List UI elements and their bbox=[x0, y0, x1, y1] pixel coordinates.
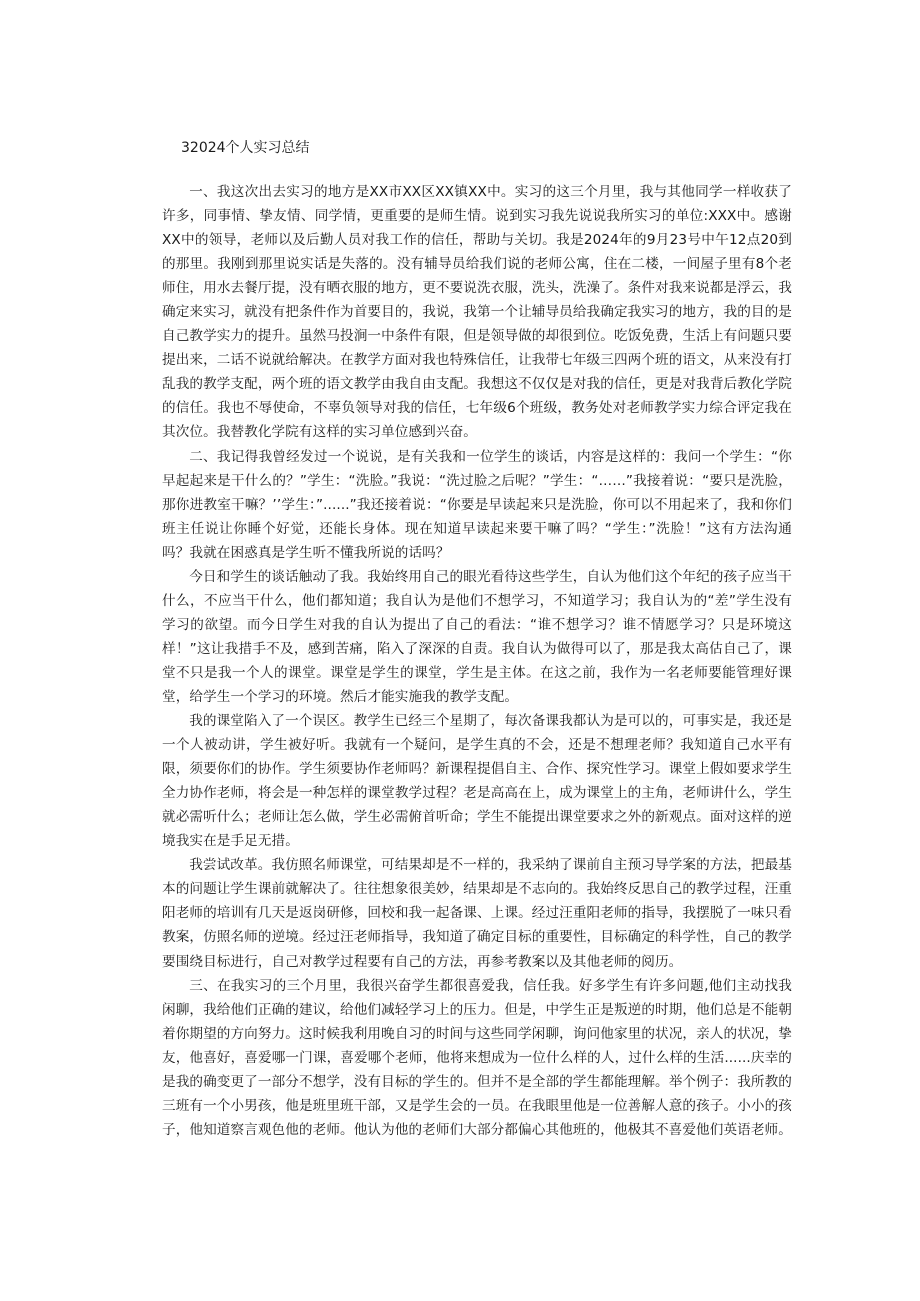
paragraph: 二、我记得我曾经发过一个说说，是有关我和一位学生的谈话，内容是这样的：我问一个学生：“你早起起来是干什么的？”学生：“洗脸。”我说：“洗过脸之后呢？”学生：“……”我接着说：“要只是洗脸，那你进教室干嘛？’’学生：”......”我还接着说：“你要是早读起来只是洗脸，你可以不用起来了，我和你们班主任说让你睡个好觉，还能长身体。现在知道早读起来要干嘛了吗？“学生：”洗脸！”这有方法沟通吗？我就在困惑真是学生听不懂我所说的话吗？ bbox=[162, 448, 792, 561]
paragraph: 我尝试改革。我仿照名师课堂，可结果却是不一样的，我采纳了课前自主预习导学案的方法，把最基本的问题让学生课前就解决了。往往想象很美妙，结果却是不志向的。我始终反思自己的教学过程，汪重阳老师的培训有几天是返岗研修，回校和我一起备课、上课。经过汪重阳老师的指导，我摆脱了一味只看教案，仿照名师的逆境。经过汪老师指导，我知道了确定目标的重要性，目标确定的科学性，自己的教学要围绕目标进行，自己对教学过程要有自己的方法，再参考教案以及其他老师的阅历。 bbox=[162, 857, 792, 970]
paragraph: 一、我这次出去实习的地方是XX市XX区XX镇XX中。实习的这三个月里，我与其他同学一样收获了许多，同事情、挚友情、同学情，更重要的是师生情。说到实习我先说说我所实习的单位:XXX中。感谢XX中的领导，老师以及后勤人员对我工作的信任，帮助与关切。我是2024年的9月23号中午12点20到的那里。我刚到那里说实话是失落的。没有辅导员给我们说的老师公寓，住在二楼，一间屋子里有8个老师住，用水去餐厅提，没有晒衣服的地方，更不要说洗衣服，洗头，洗澡了。条件对我来说都是浮云，我确定来实习，就没有把条件作为首要目的，我说，我第一个让辅导员给我确定我实习的地方，我的目的是自己教学实力的提升。虽然马投涧一中条件有限，但是领导做的却很到位。吃饭免费，生活上有问题只要提出来，二话不说就给解决。在教学方面对我也特殊信任，让我带七年级三四两个班的语文，从来没有打乱我的教学支配，两个班的语文教学由我自由支配。我想这不仅仅是对我的信任，更是对我背后教化学院的信任。我也不辱使命，不辜负领导对我的信任，七年级6个班级，教务处对老师教学实力综合评定我在其次位。我替教化学院有这样的实习单位感到兴奋。 bbox=[162, 184, 792, 441]
document-body bbox=[162, 180, 792, 1142]
paragraph: 今日和学生的谈话触动了我。我始终用自己的眼光看待这些学生，自认为他们这个年纪的孩子应当干什么，不应当干什么，他们都知道；我自认为是他们不想学习，不知道学习；我自认为的“差”学生没有学习的欲望。而今日学生对我的自认为提出了自己的看法：“谁不想学习？谁不情愿学习？只是环境这样！”这让我措手不及，感到苦痛，陷入了深深的自责。我自认为做得可以了，那是我太高估自己了，课堂不只是我一个人的课堂。课堂是学生的课堂，学生是主体。在这之前，我作为一名老师要能管理好课堂，给学生一个学习的环境。然后才能实施我的教学支配。 bbox=[162, 568, 792, 705]
document-title: 32024个人实习总结 bbox=[181, 140, 310, 156]
paragraph: 我的课堂陷入了一个误区。教学生已经三个星期了，每次备课我都认为是可以的，可事实是，我还是一个人被动讲，学生被好听。我就有一个疑问，是学生真的不会，还是不想理老师？我知道自己水平有限，须要你们的协作。学生须要协作老师吗？新课程提倡自主、合作、探究性学习。课堂上假如要求学生全力协作老师，将会是一种怎样的课堂教学过程？老是高高在上，成为课堂上的主角，老师讲什么，学生就必需听什么；老师让怎么做，学生必需俯首听命；学生不能提出课堂要求之外的新观点。面对这样的逆境我实在是手足无措。 bbox=[162, 713, 792, 850]
paragraph: 三、在我实习的三个月里，我很兴奋学生都很喜爱我，信任我。好多学生有许多问题,他们主动找我闲聊，我给他们正确的建议，给他们减轻学习上的压力。但是，中学生正是叛逆的时期，他们总是不能朝着你期望的方向努力。这时候我利用晚自习的时间与这些同学闲聊，询问他家里的状况，亲人的状况，挚友，他喜好，喜爱哪一门课，喜爱哪个老师，他将来想成为一位什么样的人，过什么样的生活......庆幸的是我的确变更了一部分不想学，没有目标的学生的。但并不是全部的学生都能理解。举个例子：我所教的三班有一个小男孩，他是班里班干部，又是学生会的一员。在我眼里他是一位善解人意的孩子。小小的孩子，他知道察言观色他的老师。他认为他的老师们大部分都偏心其他班的，他极其不喜爱他们英语老师。 bbox=[162, 977, 792, 1138]
